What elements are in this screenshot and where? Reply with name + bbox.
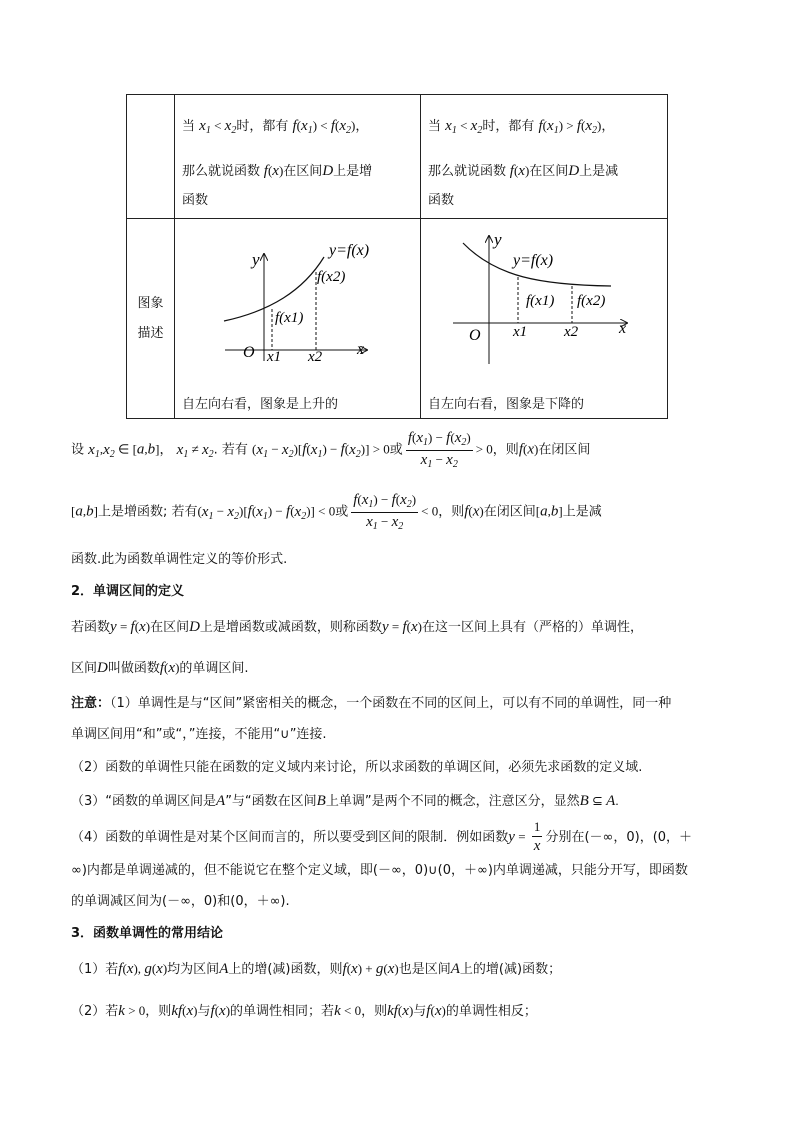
increasing-curve	[224, 257, 324, 321]
curve-label: y=f(x)	[513, 252, 554, 269]
section-2-paragraph-line-2: 区间D叫做函数f(x)的单调区间.	[71, 660, 249, 676]
increasing-graph-cell	[175, 219, 421, 419]
note-4-line-1: （4）函数的单调性是对某个区间而言的，所以要受到区间的限制．例如函数y = $\frac{1}{x}$ 分别在(－∞，0)，(0，＋	[71, 818, 693, 854]
fx2-label: f(x2)	[577, 293, 606, 309]
origin-label: O	[243, 344, 255, 361]
fx1-label: f(x1)	[526, 293, 555, 309]
origin-label: O	[469, 327, 481, 344]
note-1-line-1: 注意：（1）单调性是与“区间”紧密相关的概念，一个函数在不同的区间上，可以有不同的单调性，同一种	[71, 696, 672, 711]
fx1-label: f(x1)	[275, 310, 304, 326]
equivalent-form-line-3: 函数.此为函数单调性定义的等价形式.	[71, 552, 288, 567]
conclusion-2: （2）若k > 0，则kf(x)与f(x)的单调性相同；若k < 0，则kf(x)与f(x)的单调性相反；	[71, 1003, 537, 1019]
conclusion-1: （1）若f(x), g(x)均为区间A上的增(减)函数，则f(x) + g(x)也是区间A上的增(减)函数；	[71, 961, 562, 977]
x-axis-label: x	[357, 341, 365, 358]
equivalent-form-line-1: 设 $x_1,x_2$ ∈ [a,b]， $x_1 \ne x_2$. 若有 $(x_1 - x_2)[f(x_1) - f(x_2)] > 0$或 $\frac{f(x_1) - f(x_2)}{x_1 - x_2}$ > 0，则f(x)在闭区间	[71, 430, 591, 470]
x2-label: x2	[564, 324, 579, 340]
section-2-heading: 2．单调区间的定义	[71, 584, 185, 599]
note-1-line-2: 单调区间用“和”或“，”连接，不能用“∪”连接.	[71, 727, 327, 742]
x2-label: x2	[308, 349, 323, 365]
notes-label: 注意：	[71, 696, 111, 711]
y-axis-label: y	[252, 250, 260, 269]
increasing-definition: 当 $x_1 < x_2$时，都有 $f(x_1) < f(x_2)$， 那么就说函数 f(x)在区间D上是增 函数	[175, 95, 421, 219]
increasing-graph	[175, 219, 421, 419]
empty-label-cell	[127, 95, 175, 219]
section-3-heading: 3．函数单调性的常用结论	[71, 926, 224, 941]
y-axis-label: y	[494, 230, 502, 249]
decreasing-definition: 当 $x_1 < x_2$时，都有 $f(x_1) > f(x_2)$， 那么就说函数 f(x)在区间D上是减 函数	[421, 95, 668, 219]
decreasing-caption: 自左向右看，图象是下降的	[428, 397, 585, 412]
note-3: （3）“函数的单调区间是A”与“函数在区间B上单调”是两个不同的概念，注意区分，显然B ⊆ A.	[71, 793, 619, 809]
note-4-line-3: 的单调减区间为(－∞，0)和(0，＋∞).	[71, 894, 290, 909]
increasing-caption: 自左向右看，图象是上升的	[182, 397, 339, 412]
row-label-graph-description: 图象 描述	[127, 219, 175, 419]
decreasing-graph	[421, 219, 668, 419]
note-2: （2）函数的单调性只能在函数的定义域内来讨论，所以求函数的单调区间，必须先求函数的定义域.	[71, 760, 643, 775]
note-4-line-2: ∞)内都是单调递减的，但不能说它在整个定义域，即(－∞，0)∪(0，＋∞)内单调递减，只能分开写，即函数	[71, 863, 688, 878]
x-axis-label: x	[619, 320, 627, 337]
section-2-paragraph-line-1: 若函数y = f(x)在区间D上是增函数或减函数，则称函数y = f(x)在这一区间上具有（严格的）单调性，	[71, 619, 643, 635]
curve-label: y=f(x)	[329, 242, 370, 259]
decreasing-graph-cell	[421, 219, 668, 419]
monotonicity-table	[126, 94, 668, 419]
fx2-label: f(x2)	[317, 269, 346, 285]
x1-label: x1	[267, 349, 282, 365]
equivalent-form-line-2: [a,b]上是增函数; 若有$(x_1 - x_2)[f(x_1) - f(x_2)] < 0$或 $\frac{f(x_1) - f(x_2)}{x_1 - x_2}$ < 0，则f(x)在闭区间[a,b]上是减	[71, 492, 602, 532]
x1-label: x1	[513, 324, 528, 340]
